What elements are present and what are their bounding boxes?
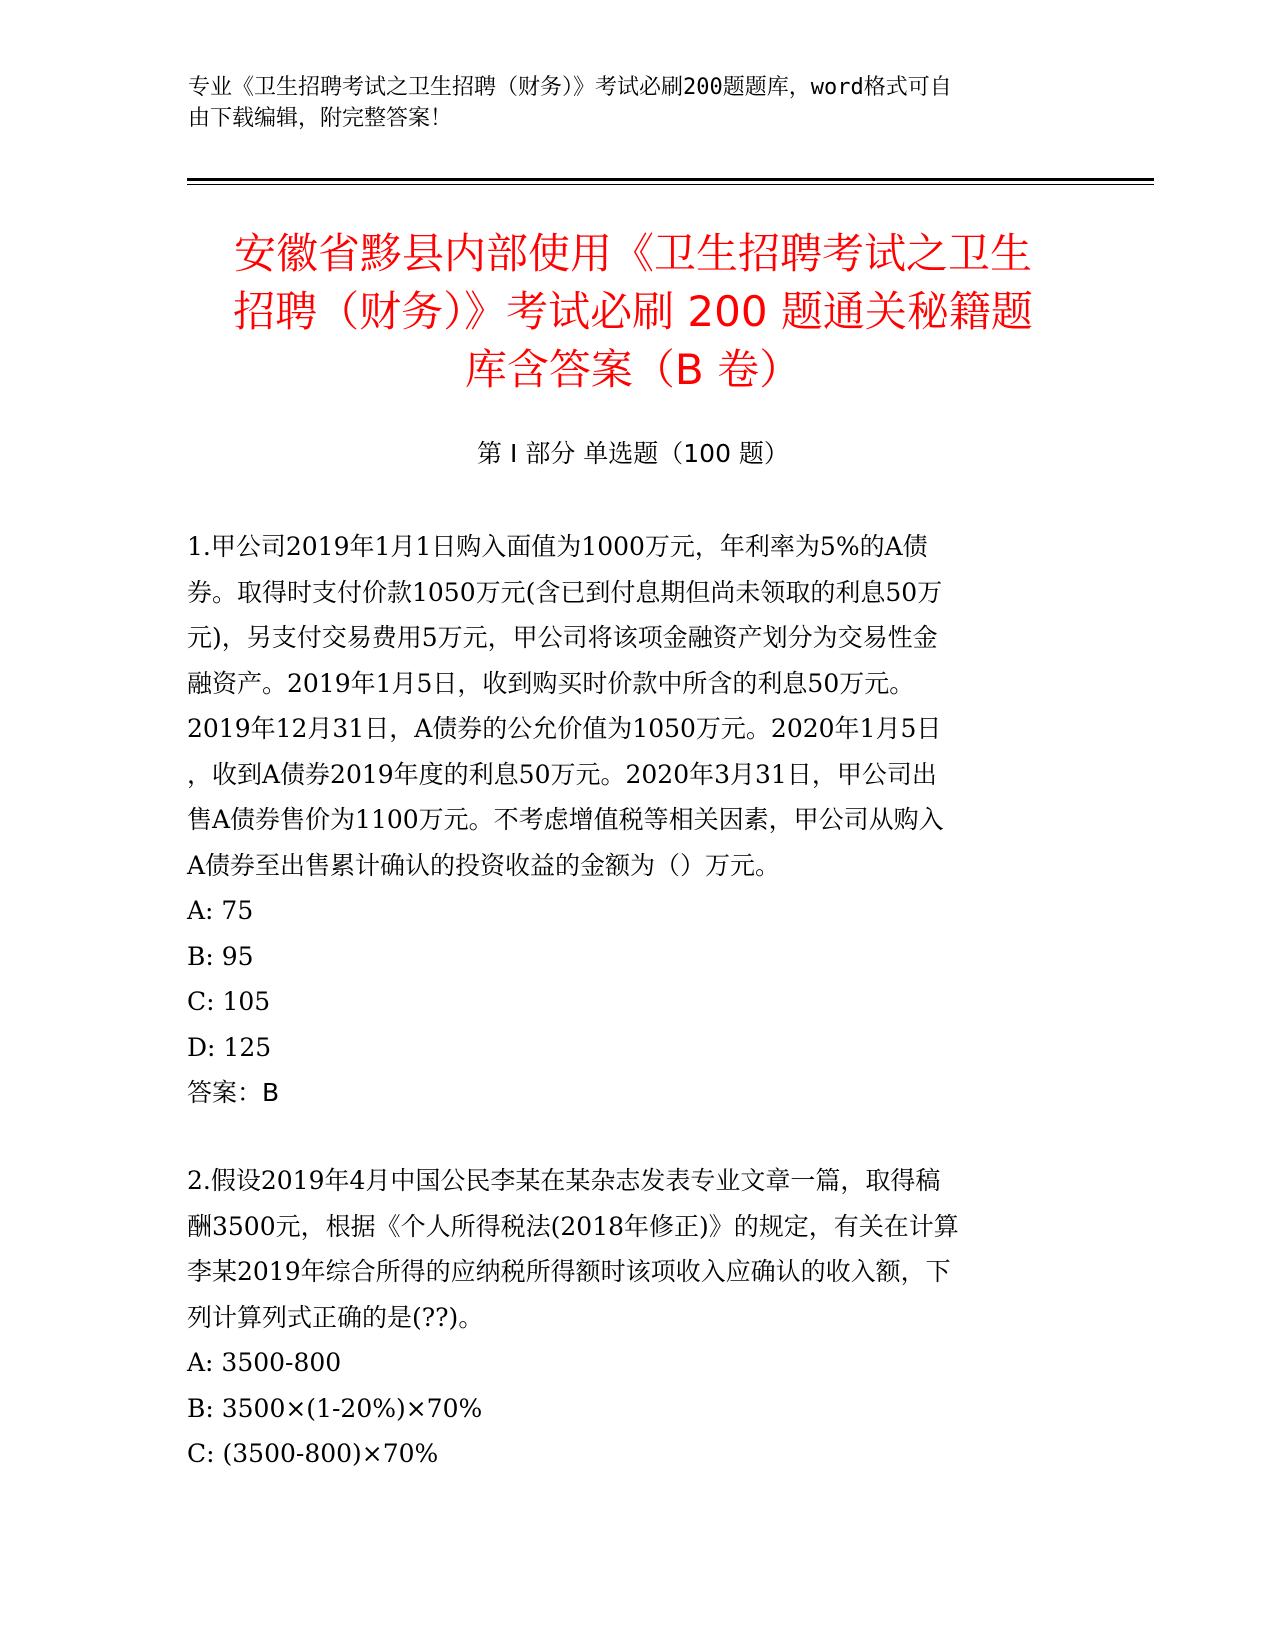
option-d: D: 125 [187, 1032, 272, 1062]
header-divider-thick [187, 178, 1154, 181]
stem-line: 2.假设2019年4月中国公民李某在某杂志发表专业文章一篇，取得稿 [187, 1166, 941, 1195]
header-note [188, 72, 1058, 134]
stem-line: 元)，另支付交易费用5万元，甲公司将该项金融资产划分为交易性金 [187, 623, 938, 652]
stem-line: 列计算列式正确的是(??)。 [187, 1302, 484, 1332]
stem-line: 李某2019年综合所得的应纳税所得额时该项收入应确认的收入额，下 [187, 1257, 951, 1286]
stem-line: ，收到A债券2019年度的利息50万元。2020年3月31日，甲公司出 [187, 759, 937, 789]
stem-line: 2019年12月31日，A债券的公允价值为1050万元。2020年1月5日 [187, 714, 942, 743]
option-b: B: 95 [187, 941, 254, 971]
section-heading: 第 I 部分 单选题（100 题） [477, 439, 789, 468]
question-2 [187, 1158, 1082, 1477]
question-1 [187, 524, 1082, 1116]
header-note-line: 由下载编辑，附完整答案！ [188, 106, 453, 131]
question-stem [187, 524, 1082, 888]
stem-line: 1.甲公司2019年1月1日购入面值为1000万元，年利率为5%的A债 [187, 532, 928, 561]
header-note-line: 专业《卫生招聘考试之卫生招聘（财务）》考试必刷200题题库，word格式可自 [188, 75, 952, 100]
question-stem [187, 1158, 1082, 1340]
title-line: 招聘（财务）》考试必刷 200 题通关秘籍题 [233, 287, 1033, 336]
title-line: 库含答案（B 卷） [464, 345, 802, 394]
option-c: C: (3500-800)×70% [187, 1439, 439, 1468]
stem-line: 售A债券售价为1100万元。不考虑增值税等相关因素，甲公司从购入 [187, 805, 944, 834]
title-line: 安徽省黟县内部使用《卫生招聘考试之卫生 [233, 229, 1032, 278]
option-a: A: 75 [187, 896, 254, 925]
option-a: A: 3500-800 [187, 1348, 342, 1377]
option-c: C: 105 [187, 987, 271, 1016]
stem-line: 融资产。2019年1月5日，收到购买时价款中所含的利息50万元。 [187, 668, 915, 698]
stem-line: A债券至出售累计确认的投资收益的金额为（）万元。 [187, 850, 781, 880]
option-b: B: 3500×(1-20%)×70% [187, 1393, 483, 1423]
document-title [187, 225, 1079, 399]
header-divider-thin [187, 184, 1154, 185]
answer: 答案：B [187, 1078, 280, 1107]
stem-line: 券。取得时支付价款1050万元(含已到付息期但尚未领取的利息50万 [187, 577, 943, 607]
stem-line: 酬3500元，根据《个人所得税法(2018年修正)》的规定，有关在计算 [187, 1211, 959, 1241]
